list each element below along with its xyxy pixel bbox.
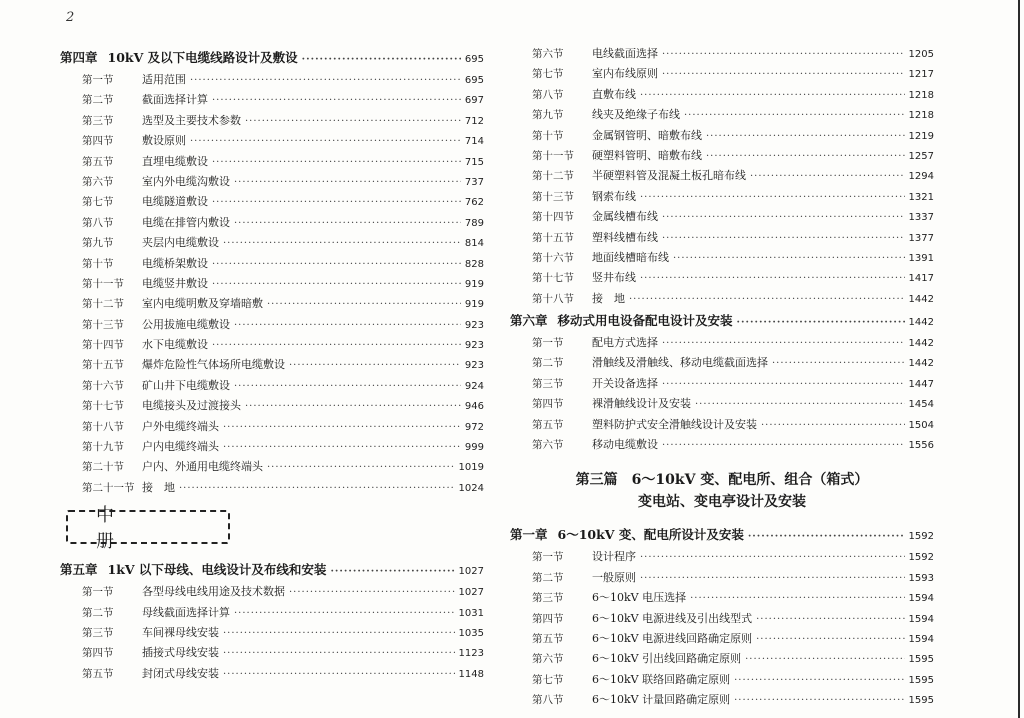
leader-dots <box>662 229 905 249</box>
section-number: 第六节 <box>532 48 564 60</box>
section-title: 适用范围 <box>142 73 186 86</box>
leader-dots <box>673 249 905 269</box>
page-ref: 737 <box>464 176 484 188</box>
toc-section-row[interactable] <box>60 111 484 131</box>
toc-section-row[interactable] <box>60 294 484 314</box>
leader-dots <box>750 167 905 187</box>
page-ref: 1594 <box>908 633 934 645</box>
page-ref: 712 <box>464 115 484 127</box>
leader-dots <box>223 644 455 664</box>
chapter-number: 第六章 <box>510 313 548 329</box>
page-ref: 695 <box>464 54 484 65</box>
section-title: 塑料线槽布线 <box>592 230 658 244</box>
leader-dots <box>629 290 905 310</box>
toc-section-row[interactable] <box>60 152 484 172</box>
page-ref: 1217 <box>908 69 934 81</box>
section-number: 第七节 <box>532 68 564 81</box>
page-ref: 1257 <box>908 150 934 162</box>
leader-dots <box>640 86 905 106</box>
leader-dots <box>748 525 905 549</box>
page-ref: 1417 <box>908 273 934 285</box>
leader-dots <box>756 610 904 630</box>
section-title: 线夹及绝缘子布线 <box>592 108 680 122</box>
page-ref: 1218 <box>908 89 934 101</box>
leader-dots <box>662 375 905 395</box>
leader-dots <box>234 377 461 397</box>
page-ref: 1205 <box>908 49 934 60</box>
toc-section-row[interactable] <box>510 289 934 309</box>
page-ref: 919 <box>464 278 484 290</box>
section-title: 接 地 <box>142 480 175 494</box>
page-ref: 1595 <box>908 695 934 707</box>
section-number: 第八节 <box>532 694 564 707</box>
leader-dots <box>662 334 905 354</box>
toc-section-row[interactable] <box>510 353 934 373</box>
section-number: 第六节 <box>532 653 564 666</box>
section-number: 第十五节 <box>82 359 124 372</box>
page-ref: 789 <box>464 217 484 229</box>
section-title: 开关设备选择 <box>592 376 658 390</box>
section-number: 第二节 <box>82 94 114 107</box>
page-ref: 697 <box>464 95 484 107</box>
section-number: 第九节 <box>82 237 114 250</box>
part-heading <box>510 469 934 513</box>
leader-dots <box>640 569 905 589</box>
leader-dots <box>234 316 461 336</box>
leader-dots <box>245 112 461 132</box>
page-ref: 923 <box>464 360 484 372</box>
section-title: 电缆隧道敷设 <box>142 195 208 209</box>
section-title: 选型及主要技术参数 <box>142 113 241 127</box>
page-ref: 1594 <box>908 593 934 605</box>
section-title: 公用拔施电缆敷设 <box>142 317 230 331</box>
section-title: 矿山井下电缆敷设 <box>142 378 230 392</box>
section-title: 电线截面选择 <box>592 47 658 60</box>
section-title: 6～10kV 电源进线及引出线型式 <box>592 611 753 625</box>
leader-dots <box>245 397 461 417</box>
toc-section-row[interactable] <box>510 85 934 105</box>
section-title: 竖井布线 <box>592 271 636 285</box>
section-title: 配电方式选择 <box>592 336 658 350</box>
leader-dots <box>223 418 461 438</box>
part-heading-line2: 变电站、变电亭设计及安装 <box>638 494 806 511</box>
section-number: 第十三节 <box>82 318 124 331</box>
page-ref: 1442 <box>908 338 934 350</box>
section-number: 第四节 <box>82 135 114 148</box>
section-number: 第十节 <box>82 257 114 270</box>
section-number: 第四节 <box>82 647 114 660</box>
section-number: 第十四节 <box>532 211 574 224</box>
leader-dots <box>289 583 455 603</box>
toc-section-row[interactable] <box>60 274 484 294</box>
page-ref: 1556 <box>908 440 934 452</box>
page-ref: 1019 <box>458 462 484 474</box>
part-heading-line1: 第三篇 6～10kV 变、配电所、组合（箱式） <box>575 472 869 489</box>
section-title: 6～10kV 电源进线回路确定原则 <box>592 631 753 645</box>
section-number: 第十二节 <box>532 170 574 183</box>
leader-dots <box>212 193 461 213</box>
page-ref: 1595 <box>908 674 934 686</box>
toc-section-row[interactable] <box>60 376 484 396</box>
page-number: 2 <box>66 10 75 25</box>
leader-dots <box>190 132 461 152</box>
leader-dots <box>234 214 461 234</box>
toc-section-row[interactable] <box>60 478 484 498</box>
page-ref: 1442 <box>908 293 934 305</box>
section-number: 第七节 <box>532 673 564 686</box>
page-ref: 946 <box>464 401 484 413</box>
section-number: 第八节 <box>82 216 114 229</box>
toc-section-row[interactable] <box>60 70 484 90</box>
chapter4-section-list <box>60 70 484 498</box>
section-number: 第十三节 <box>532 190 574 203</box>
toc-section-row[interactable] <box>510 105 934 125</box>
toc-section-row[interactable] <box>60 582 484 602</box>
toc-section-row[interactable] <box>510 187 934 207</box>
section-title: 滑触线及滑触线、移动电缆截面选择 <box>592 356 768 370</box>
section-title: 电缆在排管内敷设 <box>142 215 230 229</box>
toc-section-row[interactable] <box>60 213 484 233</box>
page-ref: 924 <box>464 380 484 392</box>
toc-section-row[interactable] <box>510 374 934 394</box>
section-title: 电缆竖井敷设 <box>142 276 208 290</box>
leader-dots <box>745 650 904 670</box>
section-title: 电缆接头及过渡接头 <box>142 399 241 413</box>
page-ref: 1024 <box>458 482 484 494</box>
leader-dots <box>640 188 905 208</box>
chapter-title: 1kV 以下母线、电线设计及布线和安装 <box>107 562 327 578</box>
toc-section-row[interactable] <box>510 568 934 588</box>
toc-section-row[interactable] <box>510 609 934 629</box>
section-number: 第五节 <box>532 632 564 645</box>
section-title: 户内电缆终端头 <box>142 440 219 454</box>
page-ref: 1035 <box>458 627 484 639</box>
page-ref: 1447 <box>908 378 934 390</box>
section-number: 第三节 <box>82 626 114 639</box>
section-number: 第十六节 <box>532 251 574 264</box>
section-title: 设计程序 <box>592 550 636 564</box>
leader-dots <box>684 106 905 126</box>
leader-dots <box>212 275 461 295</box>
section-title: 硬塑料管明、暗敷布线 <box>592 148 702 162</box>
leader-dots <box>662 45 905 65</box>
toc-section-row[interactable] <box>60 315 484 335</box>
page-ref: 1593 <box>908 572 934 584</box>
section-number: 第四节 <box>532 398 564 411</box>
toc-section-row[interactable] <box>510 228 934 248</box>
toc-section-row[interactable] <box>510 547 934 567</box>
page-ref: 1442 <box>908 358 934 370</box>
section-title: 室内电缆明敷及穿墙暗敷 <box>142 297 263 311</box>
section-title: 塑料防护式安全滑触线设计及安装 <box>592 417 757 431</box>
section-number: 第三节 <box>82 114 114 127</box>
leader-dots <box>212 91 461 111</box>
section-number: 第二节 <box>532 571 564 584</box>
section-title: 户内、外通用电缆终端头 <box>142 460 263 474</box>
left-toc-column <box>60 46 484 684</box>
section-number: 第十八节 <box>532 292 574 305</box>
toc-section-row[interactable] <box>510 64 934 84</box>
leader-dots <box>772 354 905 374</box>
section-title: 一般原则 <box>592 570 636 584</box>
chapter-title: 6～10kV 变、配电所设计及安装 <box>557 527 744 543</box>
page-ref: 1218 <box>908 110 934 122</box>
page-ref: 1294 <box>908 171 934 183</box>
toc-section-row[interactable] <box>510 44 934 64</box>
section-number: 第五节 <box>532 418 564 431</box>
section-number: 第九节 <box>532 109 564 122</box>
page-ref: 1595 <box>908 654 934 666</box>
section-title: 地面线槽暗布线 <box>592 250 669 264</box>
section-title: 电缆桥架敷设 <box>142 256 208 270</box>
leader-dots <box>223 624 455 644</box>
toc-section-row[interactable] <box>60 254 484 274</box>
leader-dots <box>690 589 904 609</box>
section-number: 第十七节 <box>82 400 124 413</box>
toc-section-row[interactable] <box>510 435 934 455</box>
page-ref: 1148 <box>458 668 484 680</box>
toc-section-row[interactable] <box>60 623 484 643</box>
toc-section-row[interactable] <box>510 248 934 268</box>
chapter5-section-list <box>60 582 484 684</box>
toc-section-row[interactable] <box>60 396 484 416</box>
chapter-number: 第一章 <box>510 527 548 543</box>
section-title: 敷设原则 <box>142 134 186 148</box>
section-number: 第十九节 <box>82 441 124 454</box>
chapter-title: 10kV 及以下电缆线路设计及敷设 <box>107 50 298 65</box>
leader-dots <box>234 604 455 624</box>
section-title: 户外电缆终端头 <box>142 419 219 433</box>
leader-dots <box>706 127 905 147</box>
page-ref: 715 <box>464 156 484 168</box>
toc-section-row[interactable] <box>60 664 484 684</box>
leader-dots <box>662 208 905 228</box>
toc-section-row[interactable] <box>510 146 934 166</box>
section-title: 插接式母线安装 <box>142 646 219 660</box>
section-number: 第七节 <box>82 196 114 209</box>
toc-section-row[interactable] <box>510 670 934 690</box>
chapter-number: 第四章 <box>60 50 98 65</box>
toc-section-row[interactable] <box>60 172 484 192</box>
leader-dots <box>179 479 455 499</box>
right-toc-column <box>510 44 934 711</box>
page-ref: 1219 <box>908 130 934 142</box>
leader-dots <box>212 153 461 173</box>
toc-chapter-row[interactable] <box>510 309 934 333</box>
section-title: 接 地 <box>592 291 625 305</box>
section-number: 第一节 <box>82 586 114 599</box>
section-number: 第三节 <box>532 377 564 390</box>
page-ref: 1504 <box>908 419 934 431</box>
section-title: 金属钢管明、暗敷布线 <box>592 128 702 142</box>
toc-section-row[interactable] <box>60 355 484 375</box>
page-ref: 1391 <box>908 252 934 264</box>
section-title: 截面选择计算 <box>142 93 208 107</box>
leader-dots <box>289 356 461 376</box>
leader-dots <box>267 458 455 478</box>
chapter6-section-list <box>510 333 934 455</box>
toc-section-row[interactable] <box>510 649 934 669</box>
page-ref: 1321 <box>908 191 934 203</box>
toc-section-row[interactable] <box>510 415 934 435</box>
leader-dots <box>761 416 905 436</box>
chapter-title: 移动式用电设备配电设计及安装 <box>557 313 733 329</box>
page-edge-shadow <box>1018 0 1020 718</box>
section-number: 第一节 <box>532 551 564 564</box>
page-ref: 1123 <box>458 648 484 660</box>
toc-section-row[interactable] <box>60 457 484 477</box>
toc-chapter-row[interactable] <box>60 558 484 582</box>
section-title: 水下电缆敷设 <box>142 338 208 352</box>
section-title: 车间裸母线安装 <box>142 625 219 639</box>
section-number: 第三节 <box>532 592 564 605</box>
page-ref: 828 <box>464 258 484 270</box>
page-ref: 1592 <box>908 552 934 564</box>
section-title: 封闭式母线安装 <box>142 666 219 680</box>
section-title: 室内布线原则 <box>592 67 658 81</box>
toc-section-row[interactable] <box>60 192 484 212</box>
section-number: 第十二节 <box>82 298 124 311</box>
page-ref: 1027 <box>458 566 484 578</box>
leader-dots <box>212 336 461 356</box>
leader-dots <box>640 269 905 289</box>
section-number: 第五节 <box>82 155 114 168</box>
leader-dots <box>640 548 905 568</box>
page-ref: 714 <box>464 136 484 148</box>
leader-dots <box>223 665 455 685</box>
section-number: 第二节 <box>532 357 564 370</box>
section-title: 直敷布线 <box>592 87 636 101</box>
leader-dots <box>734 691 904 711</box>
leader-dots <box>737 311 905 335</box>
section-number: 第十五节 <box>532 231 574 244</box>
toc-section-row[interactable] <box>60 233 484 253</box>
toc-section-row[interactable] <box>60 90 484 110</box>
page-ref: 762 <box>464 197 484 209</box>
section-number: 第十八节 <box>82 420 124 433</box>
section-number: 第二节 <box>82 606 114 619</box>
section-title: 6～10kV 联络回路确定原则 <box>592 672 731 686</box>
section-title: 夹层内电缆敷设 <box>142 236 219 250</box>
section-title: 6～10kV 计量回路确定原则 <box>592 693 731 707</box>
section-title: 金属线槽布线 <box>592 210 658 224</box>
toc-section-row[interactable] <box>510 166 934 186</box>
section-title: 裸滑触线设计及安装 <box>592 397 691 411</box>
section-number: 第十一节 <box>82 277 124 290</box>
leader-dots <box>267 295 461 315</box>
toc-section-row[interactable] <box>510 629 934 649</box>
page-ref: 923 <box>464 319 484 331</box>
page-ref: 1592 <box>908 531 934 543</box>
page-ref: 1027 <box>458 587 484 599</box>
leader-dots <box>302 48 461 72</box>
page-ref: 1442 <box>908 317 934 329</box>
leader-dots <box>662 436 905 456</box>
toc-section-row[interactable] <box>60 417 484 437</box>
section-title: 爆炸危险性气体场所电缆敷设 <box>142 358 285 372</box>
leader-dots <box>212 255 461 275</box>
section-number: 第二十节 <box>82 461 124 474</box>
volume-label: 中 册 <box>96 505 188 553</box>
toc-section-row[interactable] <box>510 394 934 414</box>
page-ref: 1377 <box>908 232 934 244</box>
section-number: 第四节 <box>532 612 564 625</box>
leader-dots <box>330 560 454 584</box>
page-ref: 919 <box>464 299 484 311</box>
section-number: 第六节 <box>532 439 564 452</box>
toc-section-row[interactable] <box>60 643 484 663</box>
section-number: 第二十一节 <box>82 481 135 494</box>
section-title: 直埋电缆敷设 <box>142 154 208 168</box>
toc-section-row[interactable] <box>510 268 934 288</box>
toc-section-row[interactable] <box>510 690 934 710</box>
page-ref: 999 <box>464 442 484 454</box>
section-number: 第六节 <box>82 175 114 188</box>
section-number: 第十六节 <box>82 379 124 392</box>
toc-section-row[interactable] <box>510 588 934 608</box>
page-ref: 814 <box>464 238 484 250</box>
section-number: 第十四节 <box>82 339 124 352</box>
page-ref: 1031 <box>458 607 484 619</box>
section-title: 钢索布线 <box>592 189 636 203</box>
page-ref: 972 <box>464 421 484 433</box>
toc-section-row[interactable] <box>510 333 934 353</box>
toc-chapter-row[interactable] <box>60 46 484 70</box>
leader-dots <box>756 630 904 650</box>
leader-dots <box>734 671 904 691</box>
leader-dots <box>223 234 461 254</box>
section-number: 第一节 <box>82 74 114 86</box>
leader-dots <box>234 173 461 193</box>
leader-dots <box>190 71 461 91</box>
leader-dots <box>223 438 461 458</box>
page-ref: 1594 <box>908 613 934 625</box>
section-number: 第五节 <box>82 667 114 680</box>
section-number: 第一节 <box>532 337 564 350</box>
section-title: 各型母线电线用途及技术数据 <box>142 585 285 599</box>
section-number: 第八节 <box>532 88 564 101</box>
toc-section-row[interactable] <box>60 437 484 457</box>
section-title: 移动电缆敷设 <box>592 438 658 452</box>
section-title: 6～10kV 引出线回路确定原则 <box>592 652 742 666</box>
section-number: 第十一节 <box>532 149 574 162</box>
section-title: 6～10kV 电压选择 <box>592 591 687 605</box>
page-ref: 1454 <box>908 399 934 411</box>
toc-section-row[interactable] <box>60 131 484 151</box>
section-number: 第十节 <box>532 129 564 142</box>
section-title: 室内外电缆沟敷设 <box>142 174 230 188</box>
leader-dots <box>706 147 905 167</box>
section-title: 半硬塑料管及混凝土板孔暗布线 <box>592 169 746 183</box>
leader-dots <box>662 65 905 85</box>
volume-label-box <box>66 505 230 553</box>
part3-chapter1-section-list <box>510 547 934 710</box>
leader-dots <box>695 395 905 415</box>
toc-chapter-row[interactable] <box>510 523 934 547</box>
section-title: 母线截面选择计算 <box>142 605 230 619</box>
page-ref: 923 <box>464 340 484 352</box>
toc-section-row[interactable] <box>60 335 484 355</box>
page-ref: 695 <box>464 75 484 86</box>
toc-section-row[interactable] <box>510 126 934 146</box>
toc-section-row[interactable] <box>60 603 484 623</box>
section-number: 第十七节 <box>532 272 574 285</box>
toc-section-row[interactable] <box>510 207 934 227</box>
page-ref: 1337 <box>908 212 934 224</box>
chapter-number: 第五章 <box>60 562 98 578</box>
chapter5-continued-section-list <box>510 44 934 309</box>
